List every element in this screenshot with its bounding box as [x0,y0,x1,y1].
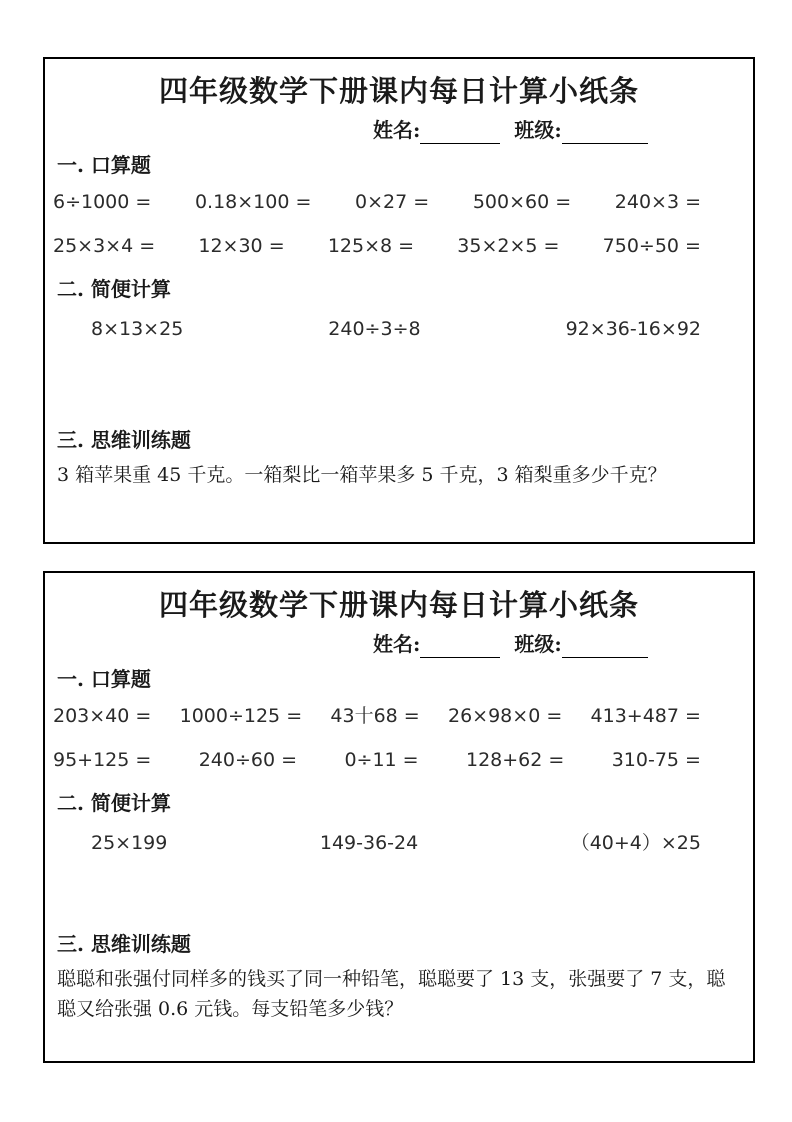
class-label: 班级: [514,118,562,142]
oral-problem: 35×2×5 = [457,235,560,257]
simplify-problem: 25×199 [91,832,168,854]
oral-problem: 0÷11 = [344,749,419,771]
section-heading-oral: 一. 口算题 [57,153,151,177]
simplify-problem: （40+4）×25 [570,832,701,854]
simplify-problem: 149-36-24 [319,832,419,854]
name-blank-field [420,638,500,658]
name-label: 姓名: [373,118,421,142]
oral-problems-row-2 [45,234,753,258]
oral-problem: 203×40 = [53,705,152,727]
oral-problems-row-1 [45,704,753,728]
worksheet-slip-1 [43,57,755,544]
oral-problem: 26×98×0 = [448,705,563,727]
oral-problem: 240×3 = [614,191,701,213]
oral-problem: 25×3×4 = [53,235,156,257]
class-blank-field [562,638,648,658]
name-class-row [45,630,753,658]
page-title: 四年级数学下册课内每日计算小纸条 [158,74,639,108]
thinking-problem-text: 聪聪和张强付同样多的钱买了同一种铅笔，聪聪要了 13 支，张强要了 7 支，聪聪又给张强 0.6 元钱。每支铅笔多少钱？ [57,968,726,1020]
section-heading-oral: 一. 口算题 [57,667,151,691]
worksheet-slip-2 [43,571,755,1063]
oral-problem: 6÷1000 = [53,191,152,213]
oral-problem: 750÷50 = [602,235,701,257]
simplify-problem: 240÷3÷8 [328,318,421,340]
oral-problems-row-1 [45,190,753,214]
oral-problem: 413+487 = [590,705,701,727]
page-title: 四年级数学下册课内每日计算小纸条 [158,588,639,622]
class-blank-field [562,124,648,144]
name-label: 姓名: [373,632,421,656]
section-heading-thinking: 三. 思维训练题 [57,932,191,956]
oral-problem: 95+125 = [53,749,152,771]
class-label: 班级: [514,632,562,656]
oral-problem: 500×60 = [472,191,572,213]
name-blank-field [420,124,500,144]
section-heading-thinking: 三. 思维训练题 [57,428,191,452]
oral-problems-row-2 [45,748,753,772]
simplify-problem: 8×13×25 [91,318,184,340]
oral-problem: 43十68 = [330,705,420,727]
thinking-problem-text: 3 箱苹果重 45 千克。一箱梨比一箱苹果多 5 千克，3 箱梨重多少千克？ [57,464,667,486]
oral-problem: 0.18×100 = [194,191,312,213]
name-class-row [45,116,753,144]
oral-problem: 310-75 = [611,749,701,771]
oral-problem: 128+62 = [465,749,565,771]
simplify-problems-row [45,831,753,855]
oral-problem: 240÷60 = [198,749,298,771]
oral-problem: 0×27 = [355,191,430,213]
section-heading-simplify: 二. 简便计算 [57,791,171,815]
simplify-problem: 92×36-16×92 [565,318,701,340]
oral-problem: 12×30 = [198,235,285,257]
oral-problem: 1000÷125 = [179,705,303,727]
section-heading-simplify: 二. 简便计算 [57,277,171,301]
simplify-problems-row [45,317,753,341]
oral-problem: 125×8 = [327,235,415,257]
